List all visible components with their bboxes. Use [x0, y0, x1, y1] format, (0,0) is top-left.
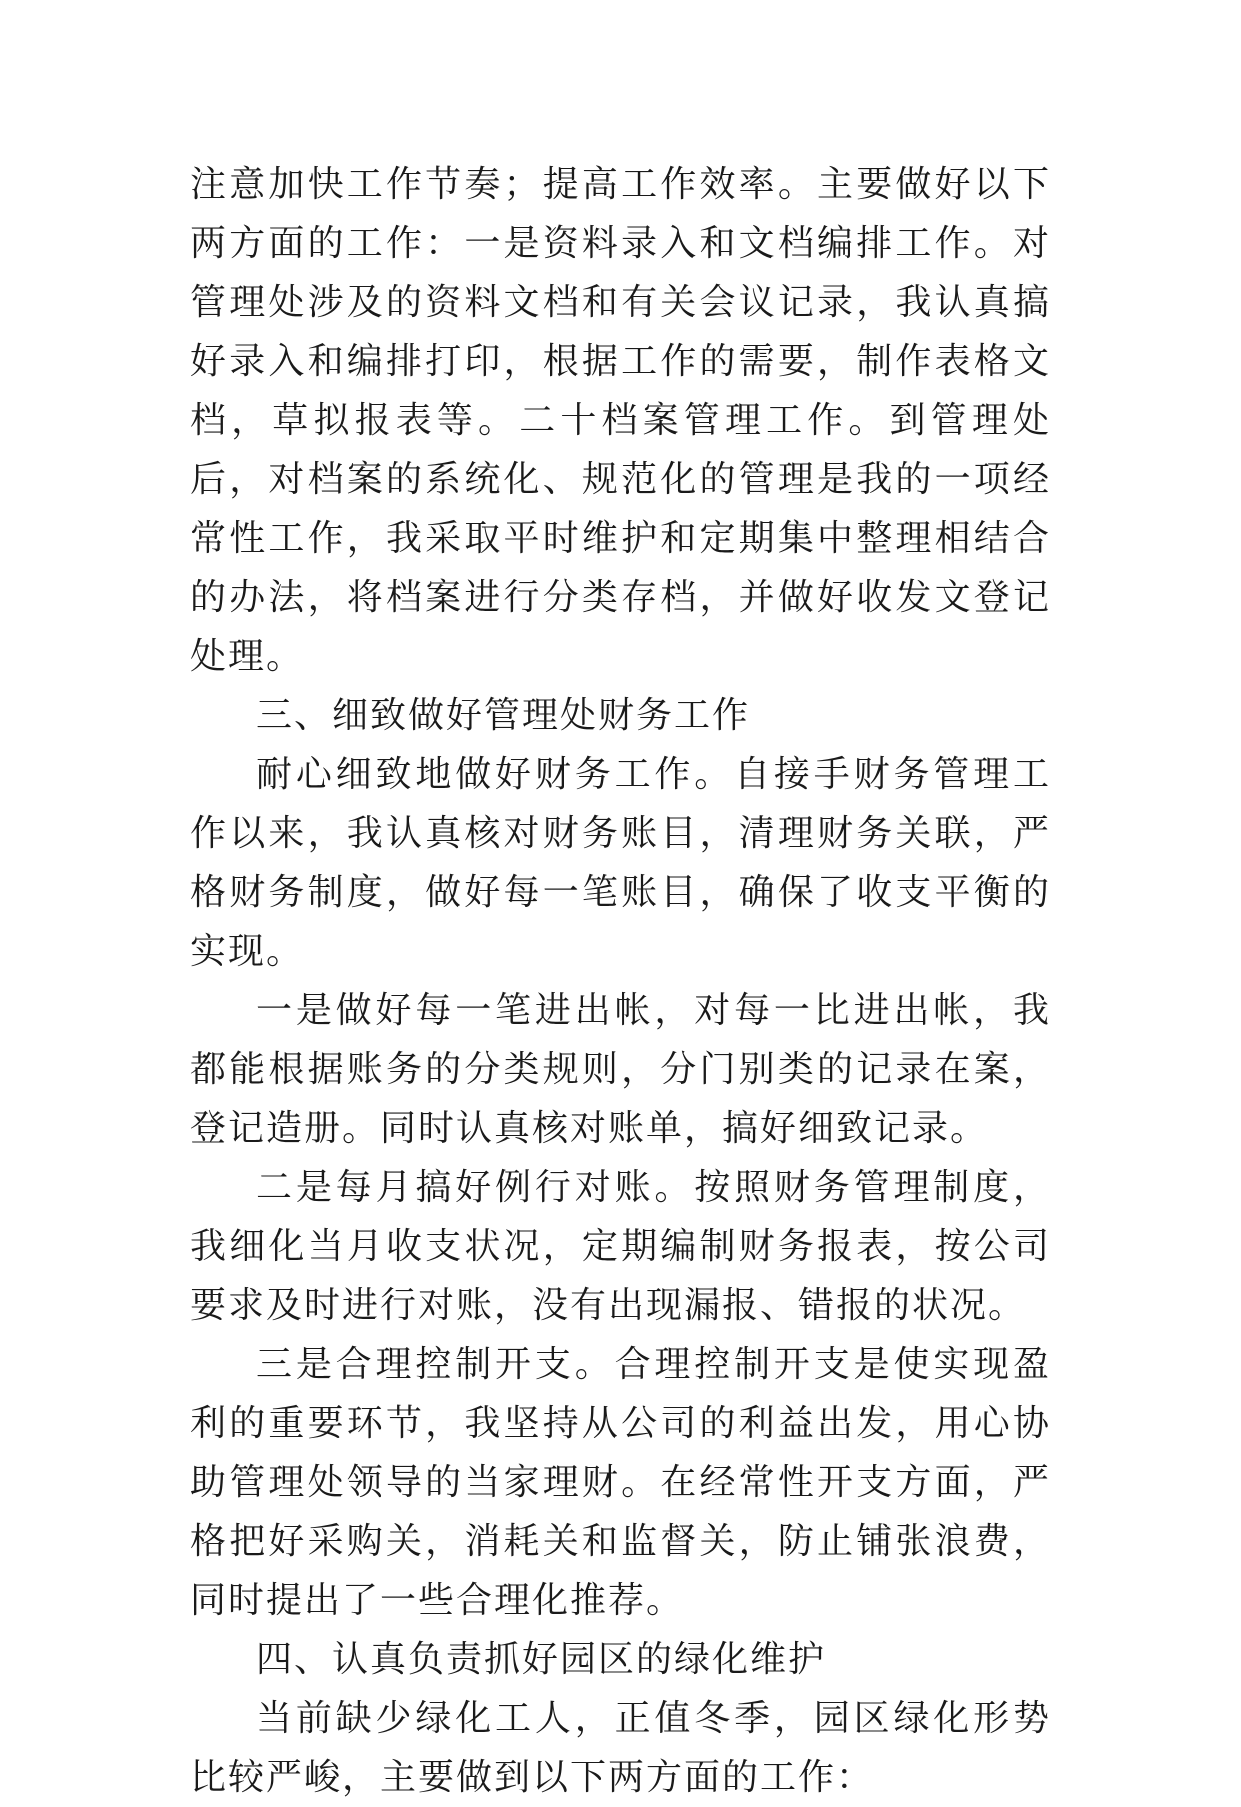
section-heading-finance: 三、细致做好管理处财务工作 — [256, 695, 751, 736]
paragraph-finance-item-1: 一是做好每一笔进出帐，对每一比进出帐，我都能根据账务的分类规则，分门别类的记录在案，登记造册。同时认真核对账单，搞好细致记录。 — [190, 990, 1051, 1149]
paragraph-finance-item-3: 三是合理控制开支。合理控制开支是使实现盈利的重要环节，我坚持从公司的利益出发，用心协助管理处领导的当家理财。在经常性开支方面，严格把好采购关，消耗关和监督关，防止铺张浪费，同时提出了一些合理化推荐。 — [190, 1344, 1051, 1621]
section-heading-greening: 四、认真负责抓好园区的绿化维护 — [256, 1639, 827, 1680]
paragraph-admin-work: 注意加快工作节奏；提高工作效率。主要做好以下两方面的工作：一是资料录入和文档编排工作。对管理处涉及的资料文档和有关会议记录，我认真搞好录入和编排打印，根据工作的需要，制作表格文档，草拟报表等。二十档案管理工作。到管理处后，对档案的系统化、规范化的管理是我的一项经常性工作，我采取平时维护和定期集中整理相结合的办法，将档案进行分类存档，并做好收发文登记处理。 — [190, 164, 1051, 677]
paragraph-finance-item-2: 二是每月搞好例行对账。按照财务管理制度，我细化当月收支状况，定期编制财务报表，按公司要求及时进行对账，没有出现漏报、错报的状况。 — [190, 1167, 1051, 1326]
paragraph-greening-intro: 当前缺少绿化工人，正值冬季，园区绿化形势比较严峻，主要做到以下两方面的工作： — [190, 1698, 1051, 1798]
document-body — [190, 155, 1051, 1807]
paragraph-finance-intro: 耐心细致地做好财务工作。自接手财务管理工作以来，我认真核对财务账目，清理财务关联，严格财务制度，做好每一笔账目，确保了收支平衡的实现。 — [190, 754, 1051, 972]
